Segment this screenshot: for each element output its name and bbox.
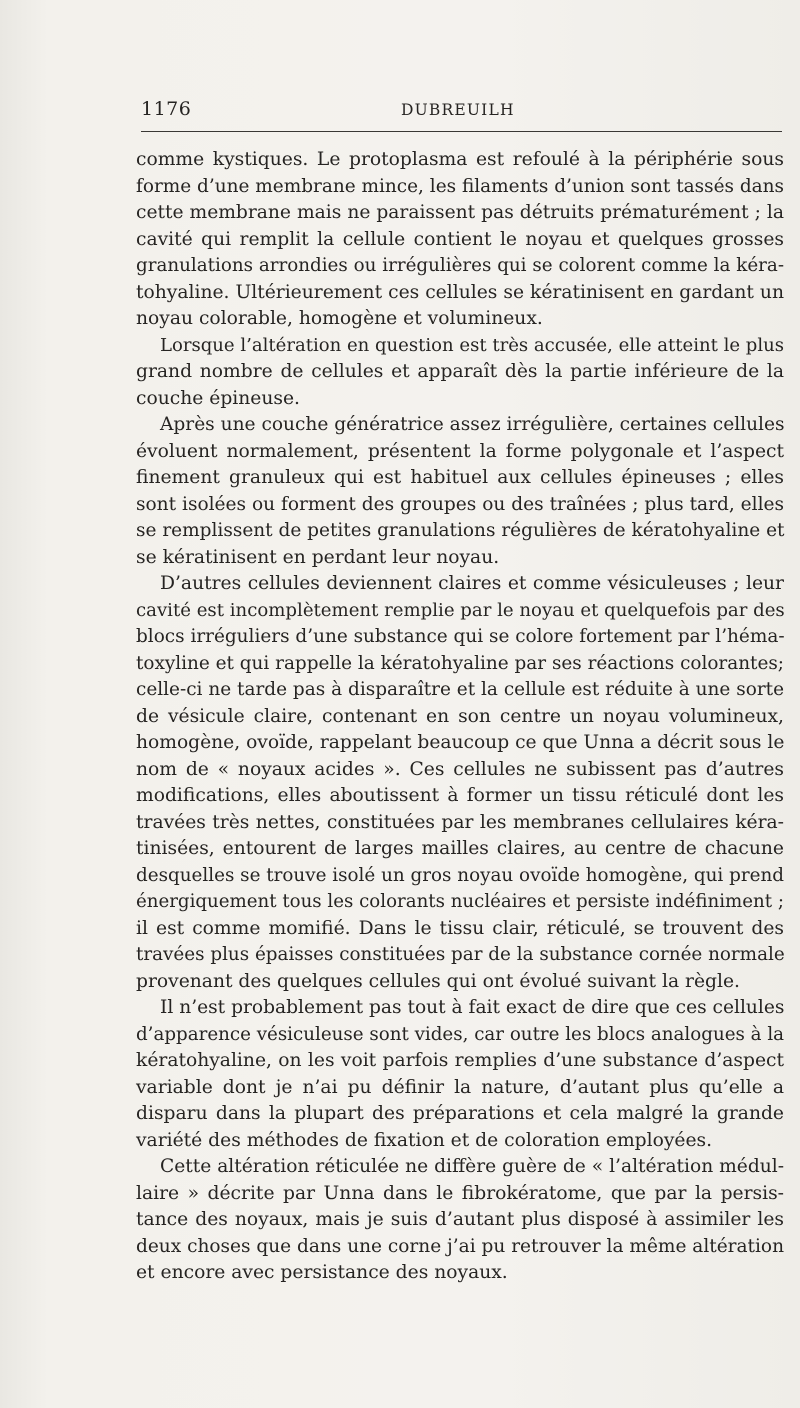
body-text (136, 147, 784, 1287)
text-line: tohyaline. Ultérieurement ces cellules se kératinisent en gardant un (136, 281, 784, 303)
page-number: 1176 (141, 98, 192, 120)
text-line: Cette altération réticulée ne diffère guère de « l’altération médul- (160, 1156, 784, 1177)
text-line: travées plus épaisses constituées par de la substance cornée normale (136, 944, 785, 965)
text-line: énergiquement tous les colorants nucléaires et persiste indéfiniment ; (136, 891, 784, 912)
text-line: sont isolées ou forment des groupes ou des traînées ; plus tard, elles (136, 493, 784, 515)
text-line: il est comme momifié. Dans le tissu clair, réticulé, se trouvent des (136, 917, 784, 939)
text-line: desquelles se trouve isolé un gros noyau ovoïde homogène, qui prend (136, 864, 784, 886)
text-line: Après une couche génératrice assez irrégulière, certaines cellules (160, 414, 785, 435)
text-line: évoluent normalement, présentent la forme polygonale et l’aspect (136, 440, 784, 462)
text-line: comme kystiques. Le protoplasma est refoulé à la périphérie sous (136, 149, 784, 170)
text-line: variable dont je n’ai pu définir la nature, d’autant plus qu’elle a (136, 1076, 784, 1098)
text-line: toxyline et qui rappelle la kératohyaline par ses réactions colorantes; (136, 652, 784, 674)
text-line: celle-ci ne tarde pas à disparaître et la cellule est réduite à une sorte (136, 679, 784, 700)
text-line: cavité qui remplit la cellule contient le noyau et quelques grosses (136, 228, 784, 250)
header-rule (141, 131, 782, 132)
text-line: D’autres cellules deviennent claires et comme vésiculeuses ; leur (160, 573, 784, 594)
text-line: variété des méthodes de fixation et de coloration employées. (136, 1129, 713, 1151)
text-line: forme d’une membrane mince, les filaments d’union sont tassés dans (136, 175, 784, 197)
text-line: d’apparence vésiculeuse sont vides, car outre les blocs analogues à la (136, 1023, 785, 1045)
text-line: se remplissent de petites granulations régulières de kératohyaline et (136, 520, 785, 541)
text-line: laire » décrite par Unna dans le fibrokératome, que par la persis- (136, 1182, 784, 1204)
text-line: kératohyaline, on les voit parfois remplies d’une substance d’aspect (136, 1050, 784, 1071)
text-line: grand nombre de cellules et apparaît dès la partie inférieure de la (136, 361, 784, 382)
running-header (141, 98, 782, 122)
text-line: blocs irréguliers d’une substance qui se colore fortement par l’héma- (136, 626, 785, 647)
text-line: finement granuleux qui est habituel aux cellules épineuses ; elles (136, 467, 784, 488)
text-line: provenant des quelques cellules qui ont évolué suivant la règle. (136, 970, 740, 992)
text-line: nom de « noyaux acides ». Ces cellules ne subissent pas d’autres (136, 758, 784, 780)
text-line: cavité est incomplètement remplie par le noyau et quelquefois par des (136, 599, 785, 621)
text-line: homogène, ovoïde, rappelant beaucoup ce que Unna a décrit sous le (136, 732, 785, 753)
running-title: DUBREUILH (401, 101, 515, 119)
text-line: de vésicule claire, contenant en son centre un noyau volumineux, (136, 705, 784, 727)
text-line: couche épineuse. (136, 387, 300, 409)
text-line: Il n’est probablement pas tout à fait exact de dire que ces cellules (160, 997, 785, 1018)
text-line: et encore avec persistance des noyaux. (136, 1262, 508, 1283)
text-line: granulations arrondies ou irrégulières qui se colorent comme la kéra- (136, 255, 784, 276)
text-line: cette membrane mais ne paraissent pas détruits prématurément ; la (136, 202, 784, 223)
text-line: se kératinisent en perdant leur noyau. (136, 546, 500, 568)
text-line: Lorsque l’altération en question est très accusée, elle atteint le plus (160, 334, 784, 356)
text-line: deux choses que dans une corne j’ai pu retrouver la même altération (136, 1235, 784, 1257)
text-line: travées très nettes, constituées par les membranes cellulaires kéra- (136, 811, 784, 833)
text-line: tinisées, entourent de larges mailles claires, au centre de chacune (136, 838, 784, 859)
text-line: noyau colorable, homogène et volumineux. (136, 308, 543, 329)
text-line: disparu dans la plupart des préparations et cela malgré la grande (136, 1103, 784, 1124)
text-line: tance des noyaux, mais je suis d’autant plus disposé à assimiler les (136, 1209, 784, 1230)
text-line: modifications, elles aboutissent à former un tissu réticulé dont les (136, 785, 784, 806)
